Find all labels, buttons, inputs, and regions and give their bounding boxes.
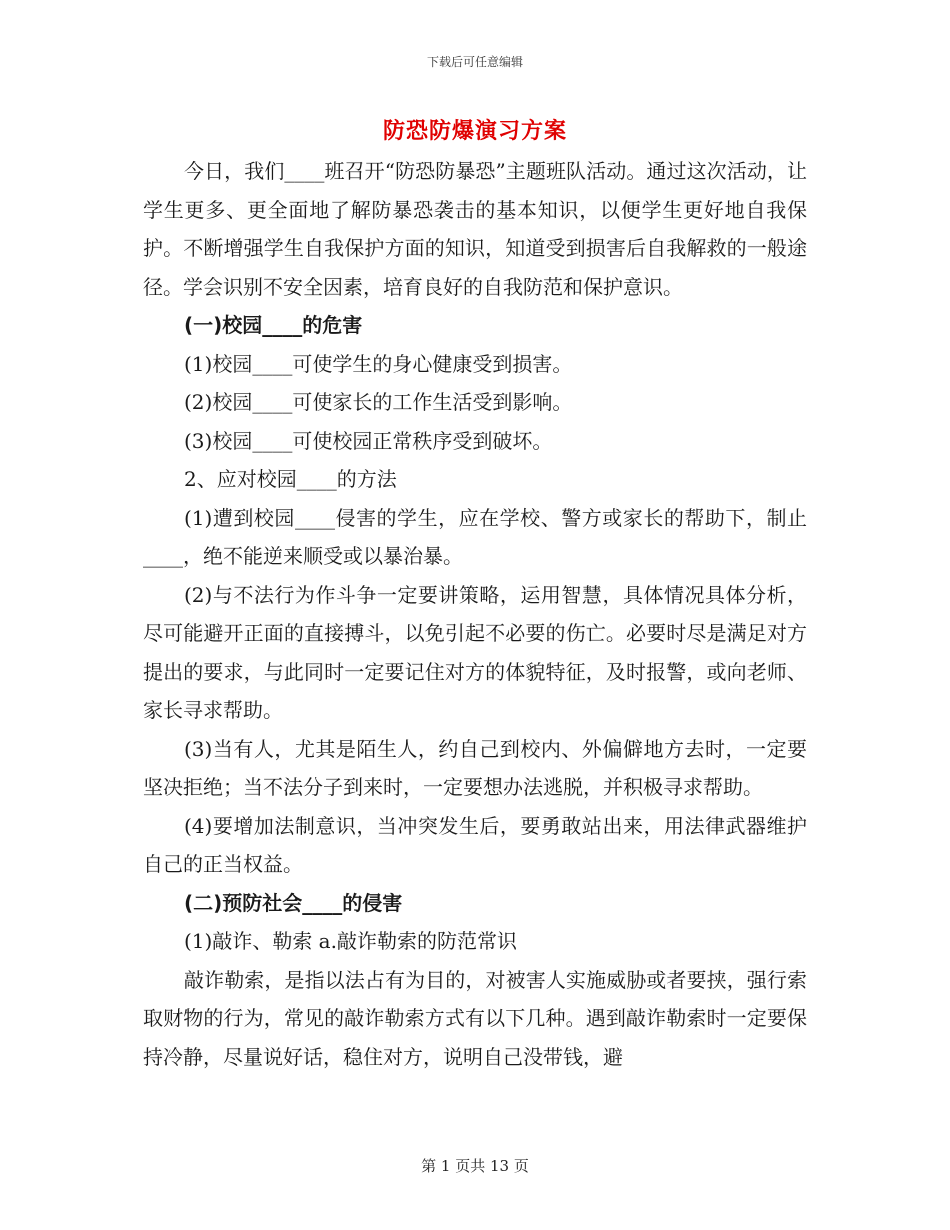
- body-paragraph: 敲诈勒索，是指以法占有为目的，对被害人实施威胁或者要挟，强行索取财物的行为，常见的敲诈勒索方式有以下几种。遇到敲诈勒索时一定要保持冷静，尽量说好话，稳住对方，说明自己没带钱，避: [143, 967, 807, 1069]
- intro-paragraph: 今日，我们____班召开“防恐防暴恐”主题班队活动。通过这次活动，让学生更多、更全面地了解防暴恐袭击的基本知识，以便学生更好地自我保护。不断增强学生自我保护方面的知识，知道受到损害后自我解救的一般途径。学会识别不安全因素，培育良好的自我防范和保护意识。: [143, 159, 807, 299]
- list-item: (4)要增加法制意识，当冲突发生后，要勇敢站出来，用法律武器维护自己的正当权益。: [143, 813, 807, 876]
- page-number-footer: 第 1 页共 13 页: [421, 1157, 529, 1175]
- section-heading-1: (一)校园____的危害: [184, 313, 363, 337]
- list-item: (2)与不法行为作斗争一定要讲策略，运用智慧，具体情况具体分析，尽可能避开正面的直接搏斗，以免引起不必要的伤亡。必要时尽是满足对方提出的要求，与此同时一定要记住对方的体貌特征，及时报警，或向老师、家长寻求帮助。: [143, 582, 807, 722]
- section-heading-2: (二)预防社会____的侵害: [184, 890, 403, 915]
- list-item: (1)校园____可使学生的身心健康受到损害。: [184, 351, 573, 376]
- list-item: (3)当有人，尤其是陌生人，约自己到校内、外偏僻地方去时，一定要坚决拒绝；当不法分子到来时，一定要想办法逃脱，并积极寻求帮助。: [143, 736, 807, 799]
- subsection-heading: 2、应对校园____的方法: [184, 467, 397, 491]
- list-item: (3)校园____可使校园正常秩序受到破坏。: [184, 428, 553, 453]
- document-title: 防恐防爆演习方案: [382, 118, 567, 144]
- list-item: (1)遭到校园____侵害的学生，应在学校、警方或家长的帮助下，制止____，绝不能逆来顺受或以暴治暴。: [143, 505, 807, 568]
- list-item: (1)敲诈、勒索 a.敲诈勒索的防范常识: [184, 929, 517, 953]
- list-item: (2)校园____可使家长的工作生活受到影响。: [184, 390, 573, 414]
- document-body: [143, 152, 807, 1076]
- page-header-note: 下载后可任意编辑: [426, 55, 523, 69]
